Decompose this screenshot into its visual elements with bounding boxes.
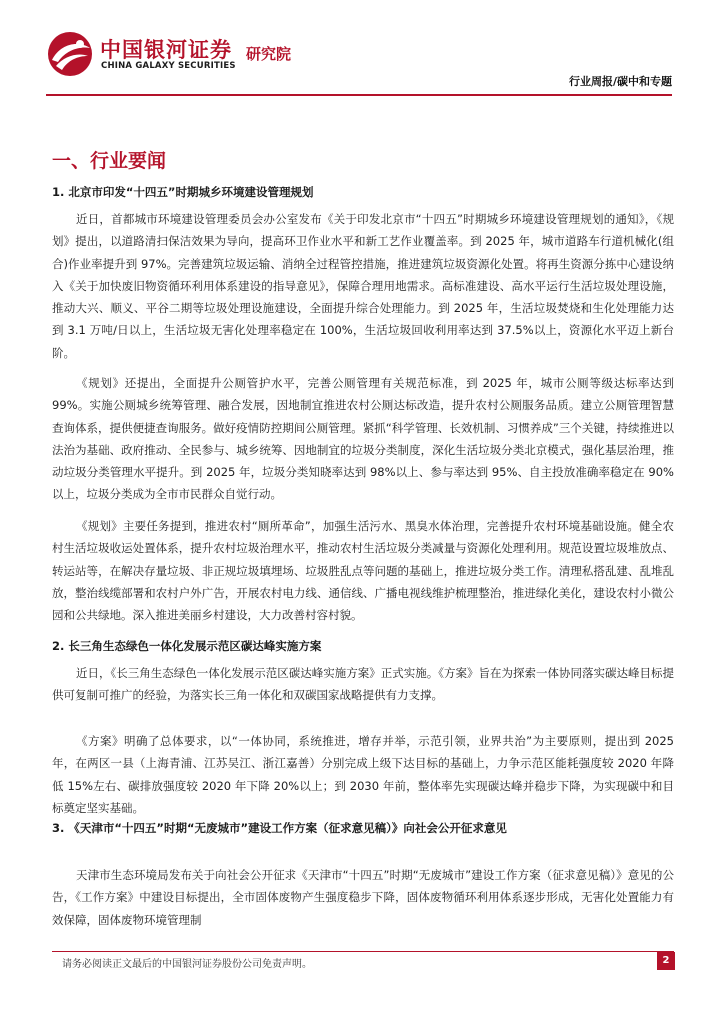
- news-2-paragraph-1: 近日，《长三角生态绿色一体化发展示范区碳达峰实施方案》正式实施。《方案》旨在为探索一体协同落实碳达峰目标提供可复制可推广的经验，为落实长三角一体化和双碳国家战略提供有力支撑。: [52, 666, 674, 703]
- footer-divider: [52, 951, 674, 952]
- news-1-paragraph-3: 《规划》主要任务提到，推进农村“厕所革命”，加强生活污水、黑臭水体治理，完善提升农村环境基础设施。健全农村生活垃圾收运处置体系，提升农村垃圾治理水平，推动农村生活垃圾分类减量与资源化处理利用。规范设置垃圾堆放点、转运站等，在解决存量垃圾、非正规垃圾填埋场、垃圾胜乱点等问题的基础上，推进垃圾分类工作。清理私搭乱建、乱堆乱放，整治线缆部署和农村户外广告，开展农村电力线、通信线、广播电视线维护梳理整治，推进绿化美化，建设农村小微公园和公共绿地。深入推进美丽乡村建设，大力改善村容村貌。: [52, 519, 674, 623]
- news-1-paragraph-1: 近日，首都城市环境建设管理委员会办公室发布《关于印发北京市“十四五”时期城乡环境建设管理规划的通知》，《规划》提出，以道路清扫保洁效果为导向，提高环卫作业水平和新工艺作业覆盖率。到 2025 年，城市道路车行道机械化(组合)作业率提升到 97%。完善建筑垃圾运输、消纳全过程管控措施，推进建筑垃圾资源化处置。将再生资源分拣中心建设纳入《关于加快废旧物资循环利用体系建设的指导意见》，保障合理用地需求。高标准建设、高水平运行生活垃圾处理设施，推动大兴、顺义、平谷二期等垃圾处理设施建设，全面提升综合处理能力。到 2025 年，生活垃圾焚烧和生化处理能力达到 3.1 万吨/日以上，生活垃圾无害化处理率稳定在 100%，生活垃圾回收利用率达到 37.5%以上，资源化水平迈上新台阶。: [52, 212, 674, 360]
- section-title: 一、行业要闻: [52, 150, 167, 172]
- report-type-tag: 行业周报/碳中和专题: [568, 75, 672, 88]
- news-heading-2: 2. 长三角生态绿色一体化发展示范区碳达峰实施方案: [52, 639, 322, 653]
- page-number: 2: [657, 952, 675, 970]
- logo-chinese-name: 中国银河证券: [100, 38, 232, 62]
- news-heading-3: 3. 《天津市“十四五”时期“无废城市”建设工作方案（征求意见稿）》向社会公开征求意见: [52, 821, 507, 835]
- header-divider: [46, 94, 672, 96]
- disclaimer-text: 请务必阅读正文最后的中国银河证券股份公司免责声明。: [62, 959, 312, 970]
- institute-label: 研究院: [246, 45, 292, 63]
- galaxy-logo-icon: [46, 30, 94, 78]
- logo-english-name: CHINA GALAXY SECURITIES: [101, 61, 236, 71]
- news-1-paragraph-2: 《规划》还提出，全面提升公厕管护水平，完善公厕管理有关规范标准，到 2025 年，城市公厕等级达标率达到 99%。实施公厕城乡统筹管理、融合发展，因地制宜推进农村公厕达标改造，提升农村公厕服务品质。建立公厕管理智慧查询体系，提供便捷查询服务。做好疫情防控期间公厕管理。紧抓“科学管理、长效机制、习惯养成”三个关键，持续推进以法治为基础、政府推动、全民参与、城乡统筹、因地制宜的垃圾分类制度，深化生活垃圾分类北京模式，强化基层治理，推动垃圾分类管理水平提升。到 2025 年，垃圾分类知晓率达到 98%以上、参与率达到 95%、自主投放准确率稳定在 90%以上，垃圾分类成为全市市民群众自觉行动。: [52, 376, 674, 502]
- news-2-paragraph-2: 《方案》明确了总体要求，以“一体协同，系统推进，增存并举，示范引领，业界共治”为主要原则，提出到 2025 年，在两区一县（上海青浦、江苏吴江、浙江嘉善）分别完成上级下达目标的基础上，力争示范区能耗强度较 2020 年降低 15%左右、碳排放强度较 2020 年下降 20%以上；到 2030 年前，整体率先实现碳达峰并稳步下降，为实现碳中和目标奠定坚实基础。: [52, 734, 674, 815]
- news-3-paragraph-1: 天津市生态环境局发布关于向社会公开征求《天津市“十四五”时期“无废城市”建设工作方案（征求意见稿）》意见的公告，《工作方案》中建设目标提出，全市固体废物产生强度稳步下降，固体废物循环利用体系逐步形成，无害化处置能力有效保障，固体废物环境管理制: [52, 868, 674, 927]
- news-heading-1: 1. 北京市印发“十四五”时期城乡环境建设管理规划: [52, 185, 314, 199]
